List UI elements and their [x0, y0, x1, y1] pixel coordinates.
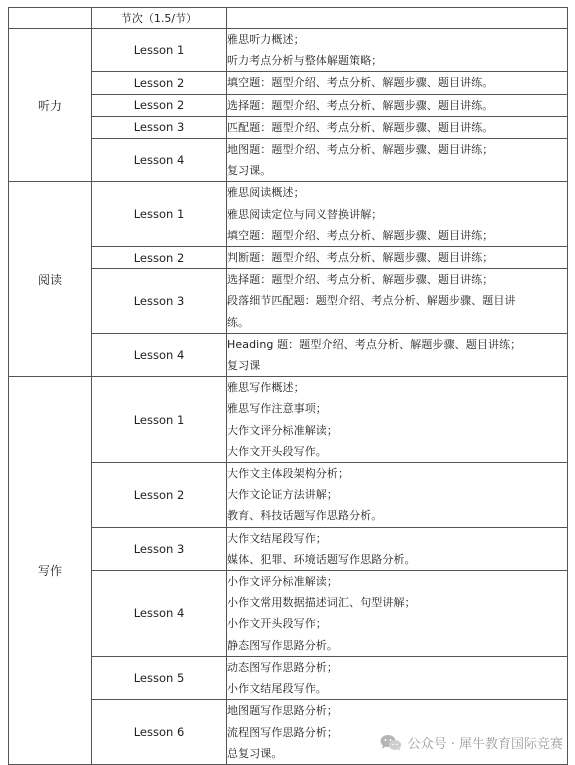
watermark	[380, 733, 563, 752]
lesson-label: Lesson 4	[92, 139, 227, 182]
content-line: 练。	[227, 315, 250, 329]
lesson-label: Lesson 3	[92, 269, 227, 334]
lesson-content	[227, 247, 568, 269]
content-line: 媒体、犯罪、环境话题写作思路分析。	[227, 552, 416, 566]
lesson-label: Lesson 2	[92, 463, 227, 528]
lesson-content	[227, 527, 568, 570]
table-row	[9, 72, 568, 94]
lesson-content	[227, 377, 568, 463]
lesson-content	[227, 139, 568, 182]
table-row	[9, 247, 568, 269]
content-line: 静态图写作思路分析。	[227, 638, 338, 652]
lesson-content	[227, 182, 568, 247]
table-row	[9, 656, 568, 699]
table-row	[9, 269, 568, 334]
table-row	[9, 527, 568, 570]
table-row	[9, 571, 568, 657]
content-line: 大作文论证方法讲解；	[227, 488, 338, 502]
content-line: 动态图写作思路分析；	[227, 660, 338, 674]
content-line: 雅思阅读概述；	[227, 186, 305, 200]
lesson-label: Lesson 2	[92, 94, 227, 116]
content-line: 小作文结尾段写作。	[227, 682, 327, 696]
watermark-text: 公众号 · 犀牛教育国际竞赛	[407, 737, 563, 752]
table-header-row	[9, 8, 568, 29]
content-line: 大作文评分标准解读；	[227, 423, 338, 437]
content-line: 雅思听力概述；	[227, 33, 305, 46]
content-line: 判断题：题型介绍、考点分析、解题步骤、题目讲练；	[227, 251, 494, 265]
header-content	[227, 8, 568, 29]
table-row	[9, 94, 568, 116]
content-line: 听力考点分析与整体解题策略；	[227, 54, 383, 68]
content-line: 复习课。	[227, 164, 272, 178]
content-line: 选择题：题型介绍、考点分析、解题步骤、题目讲练；	[227, 273, 494, 287]
content-line: 小作文常用数据描述词汇、句型讲解；	[227, 596, 416, 610]
content-line: 总复习课。	[227, 746, 283, 760]
lesson-label: Lesson 5	[92, 656, 227, 699]
wechat-icon	[380, 734, 402, 752]
lesson-label: Lesson 3	[92, 116, 227, 138]
table-row	[9, 139, 568, 182]
content-line: 地图题：题型介绍、考点分析、解题步骤、题目讲练；	[227, 143, 494, 157]
content-line: 大作文开头段写作。	[227, 444, 327, 458]
table-row	[9, 333, 568, 376]
lesson-label: Lesson 6	[92, 700, 227, 765]
lesson-content	[227, 656, 568, 699]
lesson-label: Lesson 2	[92, 72, 227, 94]
lesson-content	[227, 116, 568, 138]
module-name: 阅读	[9, 182, 92, 377]
header-module	[9, 8, 92, 29]
content-line: 段落细节匹配题：题型介绍、考点分析、解题步骤、题目讲	[227, 294, 516, 308]
table-row	[9, 29, 568, 72]
content-line: 地图题写作思路分析；	[227, 704, 338, 718]
lesson-content	[227, 333, 568, 376]
content-line: 填空题：题型介绍、考点分析、解题步骤、题目讲练；	[227, 228, 494, 242]
content-line: 小作文评分标准解读；	[227, 575, 338, 589]
table-row	[9, 182, 568, 247]
module-name: 听力	[9, 29, 92, 182]
content-line: 大作文主体段架构分析；	[227, 467, 350, 481]
lesson-content	[227, 72, 568, 94]
content-line: 雅思写作概述；	[227, 381, 305, 395]
content-line: 雅思写作注意事项；	[227, 402, 327, 416]
content-line: 匹配题：题型介绍、考点分析、解题步骤、题目讲练。	[227, 120, 494, 134]
table-row	[9, 116, 568, 138]
content-line: 大作文结尾段写作；	[227, 531, 327, 545]
lesson-content	[227, 29, 568, 72]
module-name: 写作	[9, 377, 92, 765]
content-line: 选择题：题型介绍、考点分析、解题步骤、题目讲练。	[227, 98, 494, 112]
table-row	[9, 377, 568, 463]
content-line: 教育、科技话题写作思路分析。	[227, 509, 383, 523]
lesson-label: Lesson 4	[92, 571, 227, 657]
content-line: 复习课	[227, 359, 261, 373]
content-line: 小作文开头段写作；	[227, 617, 327, 631]
lesson-label: Lesson 3	[92, 527, 227, 570]
lesson-content	[227, 463, 568, 528]
lesson-label: Lesson 1	[92, 377, 227, 463]
table-body	[9, 29, 568, 765]
content-line: 填空题：题型介绍、考点分析、解题步骤、题目讲练。	[227, 76, 494, 90]
header-lesson: 节次（1.5/节）	[92, 8, 227, 29]
lesson-content	[227, 269, 568, 334]
course-schedule-table	[8, 7, 568, 765]
table-row	[9, 463, 568, 528]
content-line: 雅思阅读定位与同义替换讲解；	[227, 207, 383, 221]
lesson-label: Lesson 1	[92, 182, 227, 247]
lesson-label: Lesson 4	[92, 333, 227, 376]
lesson-label: Lesson 2	[92, 247, 227, 269]
lesson-content	[227, 94, 568, 116]
content-line: Heading 题：题型介绍、考点分析、解题步骤、题目讲练；	[227, 337, 522, 351]
content-line: 流程图写作思路分析；	[227, 725, 338, 739]
lesson-label: Lesson 1	[92, 29, 227, 72]
lesson-content	[227, 571, 568, 657]
